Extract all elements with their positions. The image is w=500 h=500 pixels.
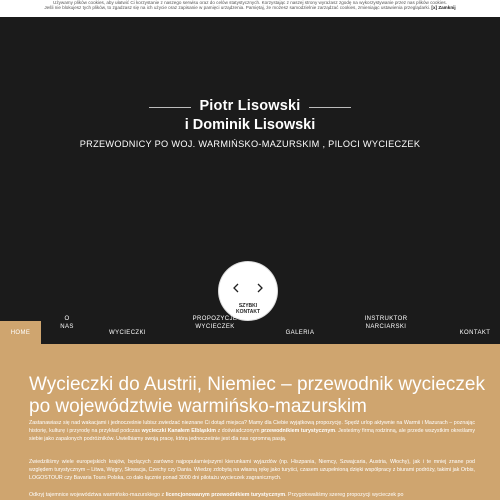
title-rule-left	[149, 107, 191, 108]
experience-paragraph: Zwiedziliśmy wiele europejskich krajów, będących zarówno najpopularniejszymi kierunkami wyjazdów (np. Hiszpania, Niemcy, Szwajcaria, Austria, Włochy), jak i te mniej znane pod względem turystycznym – Litwa, Węgry, Słowacja, Czechy czy Dania. Wiedzę zdobytą na własną rękę jako turyści, czasem uzupełnioną dzięki współpracy z biurami podróży, takimi jak Orbis, LOGOSTOUR czy Bavaria Tours Polska, co dało łącznie ponad 3000 dni pilotażu wycieczek zagranicznych.	[29, 459, 475, 481]
chevron-right-icon	[255, 283, 265, 293]
nav-item-o-nas[interactable]: O NAS	[60, 316, 74, 330]
site-subtitle: PRZEWODNICY PO WOJ. WARMIŃSKO-MAZURSKIM , PILOCI WYCIECZEK	[79, 139, 421, 149]
page-heading: Wycieczki do Austrii, Niemiec – przewodnik wycieczek po województwie warmińsko-mazurskim	[29, 374, 485, 417]
site-title	[0, 95, 500, 149]
quick-contact-button[interactable]	[219, 262, 277, 320]
nav-item-instruktor-narciarski[interactable]: INSTRUKTOR NARCIARSKI	[364, 316, 408, 330]
title-rule-right	[309, 107, 351, 108]
chevron-left-icon	[231, 283, 241, 293]
cookie-text-line-1: Używamy plików cookies, aby ułatwić Ci korzystanie z naszego serwisu oraz do celów statystycznych. Korzystając z naszej strony wyrażasz zgodę na wykorzystywanie przez nas plików cookies.	[53, 0, 447, 5]
quick-contact-label: SZYBKI KONTAKT	[235, 303, 261, 315]
intro-paragraph: Zastanawiasz się nad wakacjami i jednocześnie lubisz zwiedzać nieznane Ci dotąd miejsca? Mamy dla Ciebie wyjątkową propozycję. Spędź urlop aktywnie na Warmii i Mazurach – poznając historię, kulturę i przyrodę na przykład podczas wycieczki Kanałem Elbląskim z doświadczonym przewodnikiem turystycznym. Jesteśmy firmą rodzinną, ale przede wszystkim określamy siebie jako zapalonych podróżników. Uwielbiamy swoją pracę, która jednocześnie jest dla nas ogromną pasją.	[29, 420, 475, 442]
nav-item-wycieczki[interactable]: WYCIECZKI	[109, 329, 146, 336]
nav-item-propozycje-wycieczek[interactable]: PROPOZYCJE WYCIECZEK	[192, 316, 238, 330]
nav-item-galeria[interactable]: GALERIA	[285, 329, 315, 336]
cookie-banner	[0, 0, 500, 17]
discover-paragraph: Odkryj tajemnice województwa warmińsko-mazurskiego z licencjonowanym przewodnikiem turystycznym. Przygotowaliśmy szereg propozycji wycieczek po	[29, 492, 404, 498]
nav-item-home[interactable]: HOME	[0, 321, 41, 344]
nav-item-kontakt[interactable]: KONTAKT	[459, 329, 491, 336]
title-line-2: i Dominik Lisowski	[184, 117, 316, 133]
main-content	[0, 344, 500, 500]
main-nav	[0, 316, 500, 344]
cookie-text-line-2: Jeśli nie blokujesz tych plików, to zgadzasz się na ich użycie oraz zapisanie w pamięci urządzenia. Pamiętaj, że możesz samodzielnie zarządzać cookies, zmieniając ustawienia przeglądarki. [x] Zamknij	[44, 5, 456, 11]
title-line-1: Piotr Lisowski	[199, 98, 300, 114]
cookie-close-link[interactable]: [x] Zamknij	[431, 5, 456, 11]
